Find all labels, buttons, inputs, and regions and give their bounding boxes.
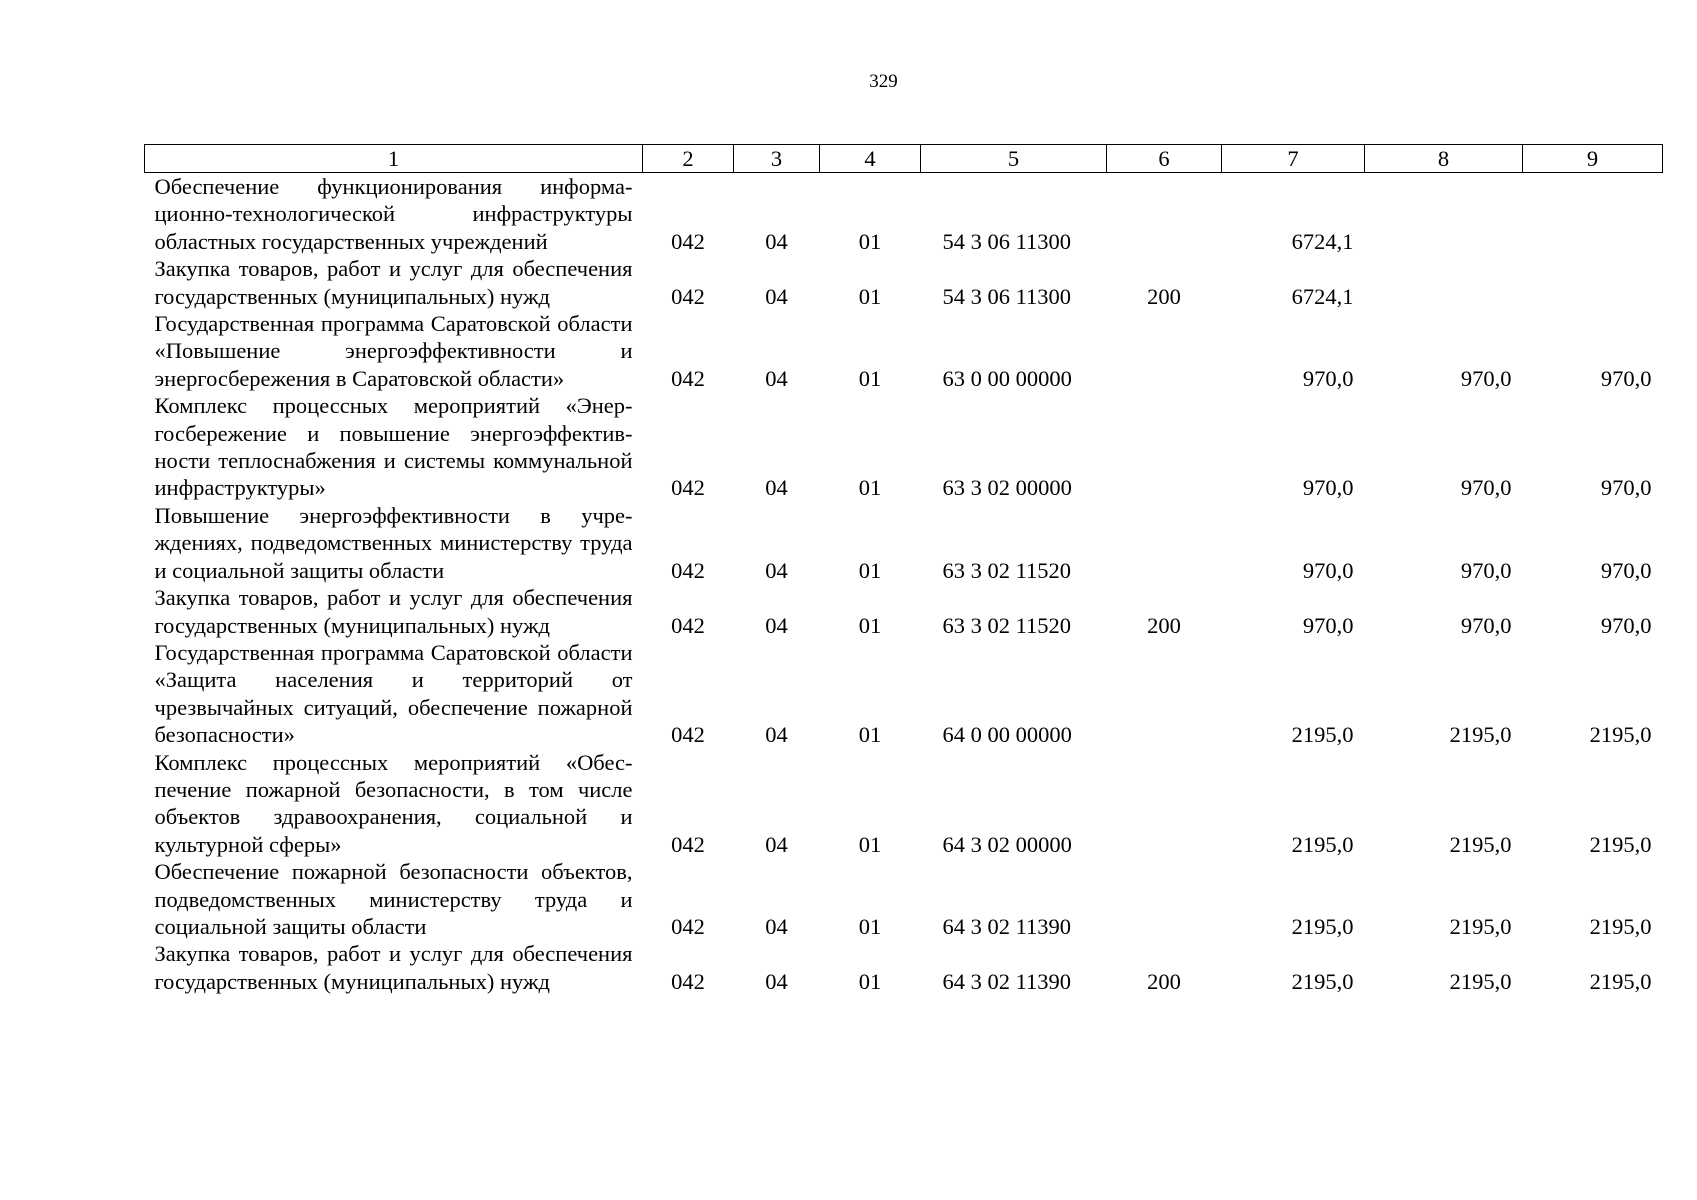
cell-col-2: 042	[671, 612, 705, 638]
cell-col-5: 63 3 02 11520	[942, 557, 1072, 583]
cell-col-2: 042	[671, 968, 705, 994]
cell-col-5: 54 3 06 11300	[942, 228, 1072, 254]
column-header-3: 3	[734, 145, 820, 173]
cell-col-2: 042	[671, 283, 705, 309]
cell-col-4: 01	[858, 968, 882, 994]
row-description: Закупка товаров, работ и услуг для обеспечения государственных (муниципальных) нужд	[154, 256, 633, 309]
cell-col-4: 01	[858, 557, 882, 583]
cell-col-5: 63 3 02 11520	[942, 612, 1072, 638]
cell-col-6	[1107, 392, 1222, 502]
cell-col-6	[1107, 749, 1222, 859]
cell-col-3: 04	[765, 722, 788, 748]
cell-col-7: 6724,1	[1291, 228, 1354, 254]
cell-col-9	[1523, 255, 1663, 310]
row-description: Закупка товаров, работ и услуг для обеспечения государственных (муниципальных) нужд	[154, 585, 633, 638]
cell-col-7: 2195,0	[1291, 831, 1354, 857]
page-number: 329	[869, 71, 898, 92]
cell-col-2: 042	[671, 475, 705, 501]
cell-col-7: 2195,0	[1291, 913, 1354, 939]
cell-col-4: 01	[858, 365, 882, 391]
table-row	[145, 584, 1663, 639]
cell-col-3: 04	[765, 831, 788, 857]
cell-col-6: 200	[1147, 968, 1181, 994]
cell-col-3: 04	[765, 557, 788, 583]
cell-col-8: 2195,0	[1449, 913, 1512, 939]
cell-col-4: 01	[858, 228, 882, 254]
row-description: Повышение энергоэффективности в учреждениях, подведомственных министерству труда и социальной защиты области	[154, 502, 633, 583]
cell-col-4: 01	[858, 283, 882, 309]
cell-col-6	[1107, 310, 1222, 392]
cell-col-5: 64 3 02 11390	[942, 913, 1072, 939]
cell-col-3: 04	[765, 228, 788, 254]
table-row	[145, 749, 1663, 859]
column-header-5: 5	[921, 145, 1107, 173]
cell-col-4: 01	[858, 475, 882, 501]
cell-col-9: 2195,0	[1589, 831, 1652, 857]
cell-col-6	[1107, 858, 1222, 940]
table-body	[145, 173, 1663, 996]
cell-col-4: 01	[858, 722, 882, 748]
cell-col-3: 04	[765, 913, 788, 939]
budget-table	[144, 144, 1663, 995]
cell-col-3: 04	[765, 283, 788, 309]
row-description: Комплекс процессных мероприятий «Энергосбережение и повышение энергоэффективности теплоснабжения и системы коммунальной инфраструктуры»	[154, 393, 633, 501]
table-row	[145, 392, 1663, 502]
cell-col-6	[1107, 639, 1222, 749]
column-header-7: 7	[1222, 145, 1365, 173]
cell-col-7: 6724,1	[1291, 283, 1354, 309]
row-description: Комплекс процессных мероприятий «Обеспечение пожарной безопасности, в том числе объектов здравоохранения, социальной и культурной сферы»	[154, 749, 633, 857]
cell-col-6: 200	[1147, 283, 1181, 309]
cell-col-9: 2195,0	[1589, 722, 1652, 748]
row-description: Закупка товаров, работ и услуг для обеспечения государственных (муниципальных) нужд	[154, 941, 633, 994]
cell-col-3: 04	[765, 968, 788, 994]
cell-col-8: 2195,0	[1449, 722, 1512, 748]
column-header-1: 1	[145, 145, 643, 173]
cell-col-8	[1365, 255, 1523, 310]
table-row	[145, 502, 1663, 584]
cell-col-8: 2195,0	[1449, 831, 1512, 857]
cell-col-4: 01	[858, 831, 882, 857]
cell-col-3: 04	[765, 365, 788, 391]
row-description: Государственная программа Саратовской области «Повышение энергоэффективности и энергосбережения в Саратовской области»	[154, 311, 633, 391]
cell-col-2: 042	[671, 557, 705, 583]
cell-col-3: 04	[765, 612, 788, 638]
column-header-6: 6	[1107, 145, 1222, 173]
cell-col-2: 042	[671, 831, 705, 857]
cell-col-5: 64 0 00 00000	[942, 722, 1072, 748]
cell-col-6	[1107, 173, 1222, 256]
cell-col-8: 970,0	[1460, 475, 1512, 501]
cell-col-8: 970,0	[1460, 365, 1512, 391]
cell-col-6: 200	[1147, 612, 1181, 638]
cell-col-2: 042	[671, 228, 705, 254]
header-row	[145, 145, 1663, 173]
cell-col-9: 970,0	[1600, 557, 1652, 583]
cell-col-9: 2195,0	[1589, 968, 1652, 994]
cell-col-5: 63 0 00 00000	[942, 365, 1072, 391]
cell-col-5: 64 3 02 11390	[942, 968, 1072, 994]
cell-col-2: 042	[671, 365, 705, 391]
cell-col-9: 970,0	[1600, 612, 1652, 638]
row-description: Государственная программа Саратовской области «Защита населения и территорий от чрезвычайных ситуаций, обеспечение пожарной безопасности»	[154, 639, 633, 748]
column-header-4: 4	[820, 145, 921, 173]
table-row	[145, 173, 1663, 256]
cell-col-7: 970,0	[1302, 475, 1354, 501]
cell-col-7: 2195,0	[1291, 968, 1354, 994]
row-description: Обеспечение функционирования информационно-технологической инфраструктуры областных государственных учреждений	[154, 174, 633, 254]
table-row	[145, 940, 1663, 995]
cell-col-3: 04	[765, 475, 788, 501]
table-row	[145, 310, 1663, 392]
cell-col-4: 01	[858, 913, 882, 939]
table-header	[145, 145, 1663, 173]
cell-col-4: 01	[858, 612, 882, 638]
cell-col-7: 2195,0	[1291, 722, 1354, 748]
table-row	[145, 858, 1663, 940]
column-header-2: 2	[643, 145, 734, 173]
cell-col-9: 970,0	[1600, 365, 1652, 391]
cell-col-7: 970,0	[1302, 612, 1354, 638]
cell-col-9	[1523, 173, 1663, 256]
cell-col-2: 042	[671, 913, 705, 939]
cell-col-2: 042	[671, 722, 705, 748]
row-description: Обеспечение пожарной безопасности объектов, подведомственных министерству труда и социальной защиты области	[154, 859, 633, 939]
cell-col-5: 63 3 02 00000	[942, 475, 1072, 501]
cell-col-8: 970,0	[1460, 612, 1512, 638]
cell-col-9: 2195,0	[1589, 913, 1652, 939]
cell-col-5: 54 3 06 11300	[942, 283, 1072, 309]
cell-col-8: 970,0	[1460, 557, 1512, 583]
cell-col-9: 970,0	[1600, 475, 1652, 501]
cell-col-5: 64 3 02 00000	[942, 831, 1072, 857]
table-row	[145, 255, 1663, 310]
cell-col-8: 2195,0	[1449, 968, 1512, 994]
cell-col-7: 970,0	[1302, 365, 1354, 391]
table-row	[145, 639, 1663, 749]
column-header-8: 8	[1365, 145, 1523, 173]
cell-col-7: 970,0	[1302, 557, 1354, 583]
cell-col-8	[1365, 173, 1523, 256]
column-header-9: 9	[1523, 145, 1663, 173]
cell-col-6	[1107, 502, 1222, 584]
